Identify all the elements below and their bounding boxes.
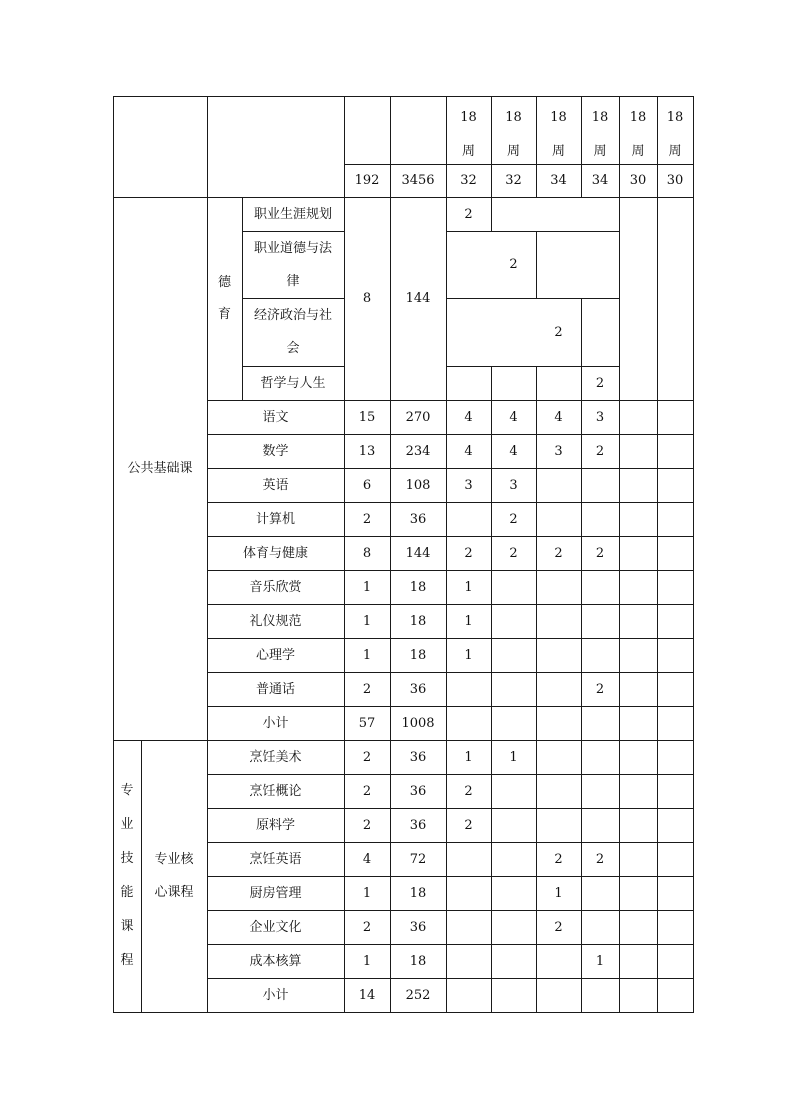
semester-weeks-number: 18 xyxy=(460,109,477,125)
grid-line xyxy=(113,96,694,97)
course-row-name: 烹饪美术 xyxy=(249,749,302,765)
moral-course-hours: 2 xyxy=(554,324,563,340)
course-row-name: 烹饪英语 xyxy=(249,851,302,867)
subtotal-row-credits: 14 xyxy=(358,987,376,1003)
grid-line xyxy=(536,231,537,299)
course-row-semester-hours: 4 xyxy=(509,443,518,459)
grid-line xyxy=(491,366,492,401)
course-row-semester-hours: 1 xyxy=(464,749,473,765)
course-row-hours: 36 xyxy=(409,817,427,833)
course-row-credits: 15 xyxy=(358,409,376,425)
grid-line xyxy=(536,366,537,401)
course-row-semester-hours: 2 xyxy=(554,545,563,561)
course-row-semester-hours: 2 xyxy=(554,851,563,867)
category-char: 课 xyxy=(120,919,134,934)
course-row-semester-hours: 3 xyxy=(509,477,518,493)
course-row-hours: 36 xyxy=(409,681,427,697)
semester-weeks-unit: 周 xyxy=(461,143,475,159)
course-row-hours: 234 xyxy=(405,443,431,459)
subcategory-core: 专业核心课程 xyxy=(154,852,194,900)
course-row-semester-hours: 1 xyxy=(595,953,605,969)
total-credits: 192 xyxy=(354,173,380,188)
course-row-name: 原料学 xyxy=(255,817,295,833)
course-row-semester-hours: 2 xyxy=(464,783,473,799)
course-row-name: 英语 xyxy=(262,477,289,493)
course-row-semester-hours: 1 xyxy=(509,749,518,765)
course-row-name: 企业文化 xyxy=(249,919,302,935)
course-row-name: 数学 xyxy=(262,443,289,459)
subtotal-row-hours: 252 xyxy=(405,987,431,1003)
moral-course-name: 职业生涯规划 xyxy=(253,206,332,222)
moral-course-hours: 2 xyxy=(509,257,518,272)
course-row-semester-hours: 2 xyxy=(595,681,605,697)
subtotal-row-name: 小计 xyxy=(262,987,289,1003)
course-row-hours: 18 xyxy=(409,885,427,901)
grid-line xyxy=(446,298,620,299)
semester-total-hours: 32 xyxy=(460,173,477,188)
course-row-semester-hours: 2 xyxy=(509,545,518,561)
course-row-semester-hours: 4 xyxy=(554,409,563,425)
moral-course-hours: 2 xyxy=(464,206,473,222)
course-row-semester-hours: 3 xyxy=(464,477,473,493)
course-row-hours: 36 xyxy=(409,749,427,765)
course-row-semester-hours: 1 xyxy=(554,885,563,901)
course-row-credits: 2 xyxy=(362,681,372,697)
moral-hours: 144 xyxy=(405,291,431,306)
grid-line xyxy=(207,96,208,198)
moral-course-name: 职业道德与法律 xyxy=(253,240,332,289)
subtotal-row-hours: 1008 xyxy=(401,715,435,731)
course-row-credits: 4 xyxy=(362,851,372,867)
semester-total-hours: 32 xyxy=(505,173,522,188)
semester-weeks-number: 18 xyxy=(629,109,647,125)
grid-line xyxy=(657,197,658,1013)
course-row-semester-hours: 2 xyxy=(509,511,518,527)
category-professional xyxy=(113,740,141,1012)
subtotal-row-name: 小计 xyxy=(262,715,289,731)
course-row-credits: 1 xyxy=(362,647,372,663)
semester-weeks-unit: 周 xyxy=(593,143,607,159)
category-char: 能 xyxy=(120,885,134,900)
course-row-credits: 2 xyxy=(362,749,372,765)
course-row-semester-hours: 1 xyxy=(464,579,473,595)
course-row-hours: 36 xyxy=(409,919,427,935)
category-char: 德 xyxy=(217,274,231,290)
semester-weeks-unit: 周 xyxy=(506,143,520,159)
course-row-hours: 36 xyxy=(409,511,427,527)
semester-weeks-number: 18 xyxy=(666,109,684,125)
course-row-hours: 18 xyxy=(409,579,427,595)
grid-line xyxy=(581,400,582,1013)
semester-weeks-number: 18 xyxy=(591,109,609,125)
semester-weeks-number: 18 xyxy=(550,109,567,125)
course-row-credits: 1 xyxy=(362,613,372,629)
course-row-semester-hours: 3 xyxy=(554,443,563,459)
course-row-credits: 6 xyxy=(362,477,372,493)
course-row-semester-hours: 2 xyxy=(595,443,605,459)
course-row-hours: 270 xyxy=(405,409,431,425)
semester-total-hours: 34 xyxy=(591,173,609,188)
course-row-semester-hours: 2 xyxy=(595,851,605,867)
grid-line xyxy=(619,197,620,1013)
category-char: 技 xyxy=(120,851,134,866)
course-row-credits: 1 xyxy=(362,885,372,901)
course-row-name: 计算机 xyxy=(255,511,295,527)
course-row-name: 语文 xyxy=(262,409,289,425)
semester-weeks-number: 18 xyxy=(505,109,522,125)
course-row-credits: 2 xyxy=(362,919,372,935)
moral-course-name: 经济政治与社会 xyxy=(253,308,332,356)
course-row-semester-hours: 4 xyxy=(464,443,473,459)
course-row-hours: 36 xyxy=(409,783,427,799)
course-row-credits: 1 xyxy=(362,953,372,969)
semester-weeks-unit: 周 xyxy=(668,143,682,159)
semester-total-hours: 30 xyxy=(629,173,647,188)
course-row-hours: 18 xyxy=(409,647,427,663)
semester-total-hours: 34 xyxy=(550,173,567,188)
course-row-credits: 13 xyxy=(358,443,376,459)
course-row-credits: 2 xyxy=(362,817,372,833)
category-char: 专 xyxy=(120,783,134,798)
course-row-credits: 8 xyxy=(362,545,372,561)
total-hours: 3456 xyxy=(401,173,435,188)
semester-weeks-unit: 周 xyxy=(551,143,565,159)
category-char: 育 xyxy=(217,306,231,322)
course-row-hours: 18 xyxy=(409,953,427,969)
course-row-name: 厨房管理 xyxy=(249,885,302,901)
course-row-hours: 18 xyxy=(409,613,427,629)
course-row-credits: 2 xyxy=(362,511,372,527)
course-row-semester-hours: 1 xyxy=(464,613,473,629)
subcategory-moral xyxy=(207,197,242,400)
course-row-semester-hours: 2 xyxy=(595,545,605,561)
subtotal-row-credits: 57 xyxy=(358,715,376,731)
course-row-semester-hours: 4 xyxy=(509,409,518,425)
course-row-name: 音乐欣赏 xyxy=(249,579,302,595)
course-row-name: 普通话 xyxy=(255,681,295,697)
course-row-name: 成本核算 xyxy=(249,953,302,969)
course-row-semester-hours: 2 xyxy=(464,817,473,833)
grid-line xyxy=(113,1012,694,1013)
course-row-credits: 2 xyxy=(362,783,372,799)
semester-weeks-unit: 周 xyxy=(631,143,645,159)
grid-line xyxy=(141,740,142,1013)
moral-course-name: 哲学与人生 xyxy=(260,375,326,391)
category-char: 程 xyxy=(120,953,134,968)
course-row-semester-hours: 2 xyxy=(464,545,473,561)
grid-line xyxy=(242,197,243,401)
category-char: 业 xyxy=(120,817,134,832)
course-row-hours: 72 xyxy=(409,851,427,867)
course-row-hours: 144 xyxy=(405,545,431,561)
course-row-semester-hours: 2 xyxy=(554,919,563,935)
course-row-hours: 108 xyxy=(405,477,431,493)
category-public-basic: 公共基础课 xyxy=(127,461,193,476)
course-row-name: 礼仪规范 xyxy=(249,613,302,629)
semester-total-hours: 30 xyxy=(666,173,684,188)
course-row-name: 心理学 xyxy=(255,647,295,663)
course-row-name: 体育与健康 xyxy=(242,545,308,561)
course-row-semester-hours: 3 xyxy=(595,409,605,425)
course-row-credits: 1 xyxy=(362,579,372,595)
course-row-semester-hours: 4 xyxy=(464,409,473,425)
course-row-name: 烹饪概论 xyxy=(249,783,302,799)
moral-course-hours: 2 xyxy=(595,375,605,391)
grid-line xyxy=(491,197,492,232)
course-row-semester-hours: 1 xyxy=(464,647,473,663)
moral-credits: 8 xyxy=(362,291,372,306)
